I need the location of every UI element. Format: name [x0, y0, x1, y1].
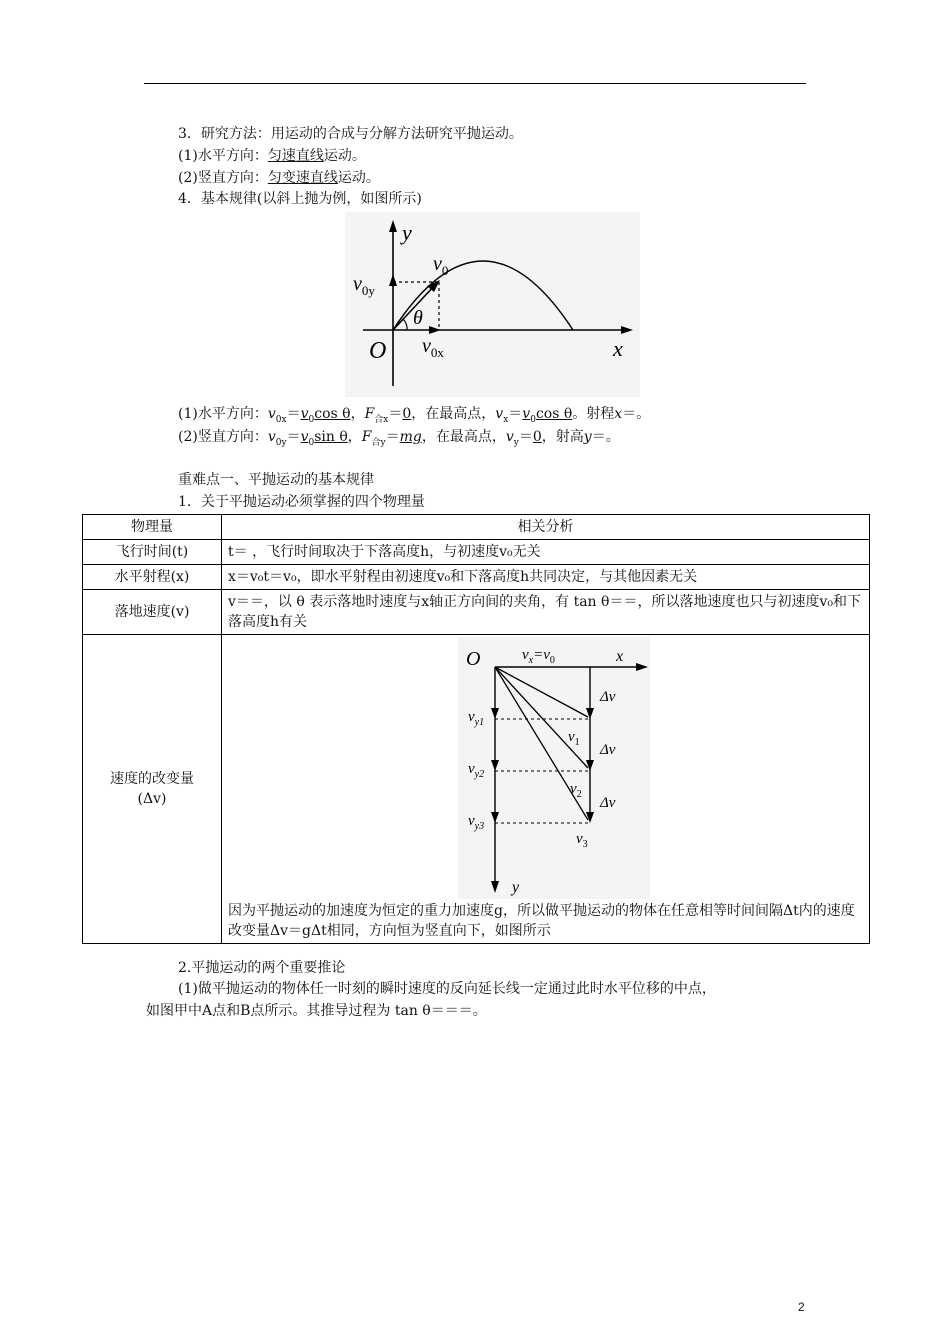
table-row: [83, 565, 870, 590]
table-cell-figure: [222, 635, 870, 944]
vx-label: $v_x=v_0$: [522, 647, 555, 666]
table-header-cell: 物理量: [83, 515, 222, 540]
velocity-change-figure-wrap: [228, 635, 863, 901]
table-cell-text: t＝ ，飞行时间取决于下落高度h，与初速度v₀无关: [222, 540, 870, 565]
y-axis-label: y: [402, 220, 412, 245]
header-rule: [144, 83, 806, 84]
table-cell-text: x＝v₀t＝v₀，即水平射程由初速度v₀和下落高度h共同决定，与其他因素无关: [222, 565, 870, 590]
deduction-title: 2.平抛运动的两个重要推论: [178, 960, 346, 976]
figure-background: [345, 212, 640, 397]
formula-vertical: (2)竖直方向：$v_{0y}=v_0\sin$ θ，$F_{合y}=mg$，在最高点，$v_y=0$，射高y＝。: [178, 429, 620, 448]
projectile-figure: [345, 212, 640, 397]
table-row: [83, 635, 870, 944]
page-number: 2: [798, 1300, 805, 1314]
x-axis-label: x: [613, 336, 623, 361]
table-cell-text: v＝＝，以 θ 表示落地时速度与x轴正方向间的夹角，有 tan θ＝＝，所以落地速度也只与初速度v₀和下落高度h有关: [222, 590, 870, 635]
section4-title: 4．基本规律(以斜上抛为例，如图所示): [178, 191, 422, 207]
v3-label: $v_3$: [576, 831, 588, 850]
vy1-label: $v_{y1}$: [468, 709, 485, 728]
table-header-row: [83, 515, 870, 540]
v0x-label: $v_{0x}$: [422, 335, 444, 360]
physics-quantities-table: [82, 514, 870, 944]
table-header-cell: 相关分析: [222, 515, 870, 540]
table-row: [83, 590, 870, 635]
v0y-label: $v_{0y}$: [353, 273, 375, 298]
deduction-p1-line1: (1)做平抛运动的物体任一时刻的瞬时速度的反向延长线一定通过此时水平位移的中点，: [178, 981, 716, 997]
formula-horizontal: (1)水平方向：$v_{0x}=v_0\cos$ θ，$F_{合x}=0$，在最高点，$v_x=v_0\cos$ θ。射程x＝。: [178, 406, 651, 425]
origin-label: O: [369, 338, 387, 364]
delta-v-label-3: Δv: [600, 795, 616, 811]
section3-title: 3．研究方法：用运动的合成与分解方法研究平抛运动。: [178, 126, 523, 142]
origin-label: O: [466, 648, 481, 670]
theta-label: θ: [413, 307, 423, 329]
figure-background: [458, 637, 650, 899]
section3-horizontal: (1)水平方向：匀速直线运动。: [178, 148, 366, 164]
table-cell-name: 速度的改变量 (Δv): [83, 635, 222, 944]
section3-vertical: (2)竖直方向：匀变速直线运动。: [178, 170, 380, 186]
deduction-p1-line2: 如图甲中A点和B点所示。其推导过程为 tan θ＝＝＝。: [146, 1003, 487, 1019]
table-cell-name: 飞行时间(t): [83, 540, 222, 565]
delta-v-label-1: Δv: [600, 689, 616, 705]
table-cell-name: 水平射程(x): [83, 565, 222, 590]
v1-label: $v_1$: [568, 729, 580, 748]
vy3-label: $v_{y3}$: [468, 813, 485, 832]
key-point-title: 重难点一、平抛运动的基本规律: [178, 472, 374, 488]
table-cell-text: 因为平抛运动的加速度为恒定的重力加速度g，所以做平抛运动的物体在任意相等时间间隔Δt内的速度改变量Δv＝gΔt相同，方向恒为竖直向下，如图所示: [228, 903, 855, 939]
table-row: [83, 540, 870, 565]
answer-vertical: 匀变速直线: [267, 170, 338, 186]
v0-label: $v_0$: [433, 253, 449, 278]
answer-horizontal: 匀速直线: [267, 148, 324, 164]
velocity-change-figure: [458, 637, 650, 899]
v2-label: $v_2$: [570, 781, 582, 800]
y-axis-label: y: [512, 879, 520, 896]
vy2-label: $v_{y2}$: [468, 761, 485, 780]
key-point-subtitle: 1．关于平抛运动必须掌握的四个物理量: [178, 494, 425, 510]
x-axis-label: x: [616, 648, 624, 665]
delta-v-label-2: Δv: [600, 742, 616, 758]
table-cell-name: 落地速度(v): [83, 590, 222, 635]
